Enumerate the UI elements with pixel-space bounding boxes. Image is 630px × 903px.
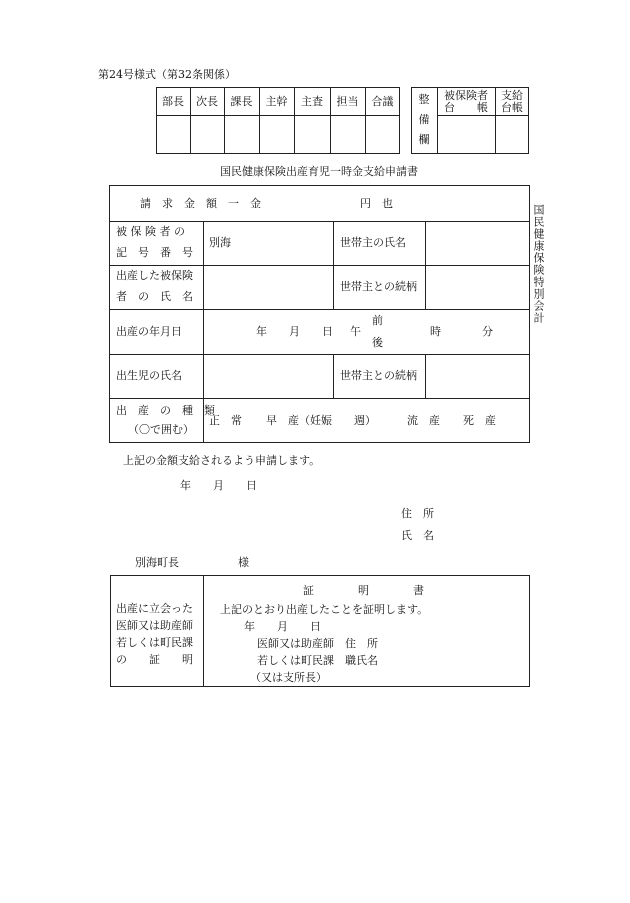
- approval-header-jicho: 次長: [196, 95, 218, 108]
- certificate-branch-note: （又は支所長）: [250, 671, 327, 684]
- applicant-address-label: 住 所: [401, 507, 434, 520]
- payment-ledger-label-2: 台帳: [501, 101, 523, 114]
- addressee-town: 別海町長: [135, 556, 179, 569]
- baby-name-field[interactable]: [204, 355, 332, 397]
- seibi-char-3: 欄: [418, 133, 430, 146]
- householder-name-label: 世帯主の氏名: [340, 236, 406, 249]
- form-title: 国民健康保険出産育児一時金支給申請書: [220, 165, 418, 178]
- approval-header-kacho: 課長: [230, 95, 253, 108]
- birthing-person-name-field[interactable]: [204, 266, 332, 308]
- request-statement: 上記の金額支給されるよう申請します。: [123, 454, 321, 467]
- insured-ledger-label-1: 被保険者: [444, 89, 488, 102]
- stamp-cell-kacho[interactable]: [225, 116, 258, 153]
- birth-type-option-stillbirth[interactable]: 死 産: [463, 414, 496, 427]
- certificate-address-line: 医師又は助産師 住 所: [257, 637, 378, 650]
- relation-label-1: 世帯主との続柄: [340, 280, 417, 293]
- birth-time-before[interactable]: 前: [372, 314, 383, 327]
- addressee-sama: 様: [238, 556, 249, 569]
- insured-number-label-1: 被 保 険 者 の: [116, 225, 185, 238]
- birth-type-label-1: 出 産 の 種 類: [116, 404, 215, 417]
- householder-name-field[interactable]: [426, 222, 529, 264]
- stamp-cell-jicho[interactable]: [191, 116, 223, 153]
- approval-header-shusa: 主査: [301, 95, 323, 108]
- side-label: 国民健康保険特別会計: [532, 204, 545, 324]
- certificate-label-3: 若しくは町民課: [116, 636, 193, 649]
- certificate-body: 上記のとおり出産したことを証明します。: [220, 603, 429, 616]
- relation-field-2[interactable]: [426, 355, 529, 397]
- stamp-cell-shusa[interactable]: [295, 116, 329, 153]
- claim-amount-unit: 円 也: [360, 197, 393, 210]
- birth-type-option-normal[interactable]: 正 常: [209, 414, 242, 427]
- approval-header-tanto: 担当: [336, 95, 359, 108]
- certificate-name-line: 若しくは町民課 職氏名: [257, 654, 378, 667]
- insured-number-label-2: 記 号 番 号: [116, 246, 193, 259]
- certificate-title: 証 明 書: [303, 584, 424, 597]
- birth-time-minute: 分: [482, 325, 493, 338]
- applicant-name-label: 氏 名: [401, 529, 434, 542]
- certificate-date[interactable]: 年 月 日: [244, 620, 321, 633]
- stamp-cell-shukan[interactable]: [260, 116, 293, 153]
- payment-ledger-cell[interactable]: [496, 116, 528, 153]
- birth-time-after[interactable]: 後: [372, 336, 383, 349]
- form-number: 第24号様式（第32条関係）: [98, 68, 236, 81]
- application-date[interactable]: 年 月 日: [180, 479, 257, 492]
- certificate-label-4: の 証 明: [116, 653, 193, 666]
- birth-type-option-premature[interactable]: 早 産（妊娠 週）: [266, 414, 376, 427]
- baby-name-label: 出生児の氏名: [116, 369, 182, 382]
- seibi-char-1: 整: [418, 93, 430, 106]
- birthing-person-label-1: 出産した被保険: [116, 269, 193, 282]
- relation-field-1[interactable]: [426, 266, 529, 308]
- birth-time-hour: 時: [430, 325, 441, 338]
- birth-type-label-2: （〇で囲む）: [128, 423, 194, 436]
- insured-ledger-cell[interactable]: [438, 116, 494, 153]
- birthing-person-label-2: 者 の 氏 名: [116, 290, 193, 303]
- birth-type-option-miscarriage[interactable]: 流 産: [407, 414, 440, 427]
- stamp-cell-bucho[interactable]: [157, 116, 189, 153]
- claim-amount-label: 請 求 金 額 一 金: [140, 197, 261, 210]
- insured-ledger-label-2: 台 帳: [444, 101, 488, 114]
- seibi-char-2: 備: [418, 113, 430, 126]
- approval-header-shukan: 主幹: [265, 95, 288, 108]
- approval-header-gogi: 合議: [371, 95, 394, 108]
- birth-time-am-pm-prefix: 午: [350, 325, 361, 338]
- claim-amount-field[interactable]: [270, 190, 358, 216]
- relation-label-2: 世帯主との続柄: [340, 369, 417, 382]
- insured-number-value[interactable]: 別海: [209, 236, 231, 249]
- birth-date-label: 出産の年月日: [116, 325, 182, 338]
- stamp-cell-tanto[interactable]: [331, 116, 364, 153]
- certificate-label-1: 出産に立会った: [116, 602, 193, 615]
- payment-ledger-label-1: 支給: [501, 89, 523, 102]
- approval-header-bucho: 部長: [162, 95, 184, 108]
- stamp-cell-gogi[interactable]: [366, 116, 399, 153]
- birth-date-ymd[interactable]: 年 月 日: [256, 325, 333, 338]
- certificate-label-2: 医師又は助産師: [116, 619, 193, 632]
